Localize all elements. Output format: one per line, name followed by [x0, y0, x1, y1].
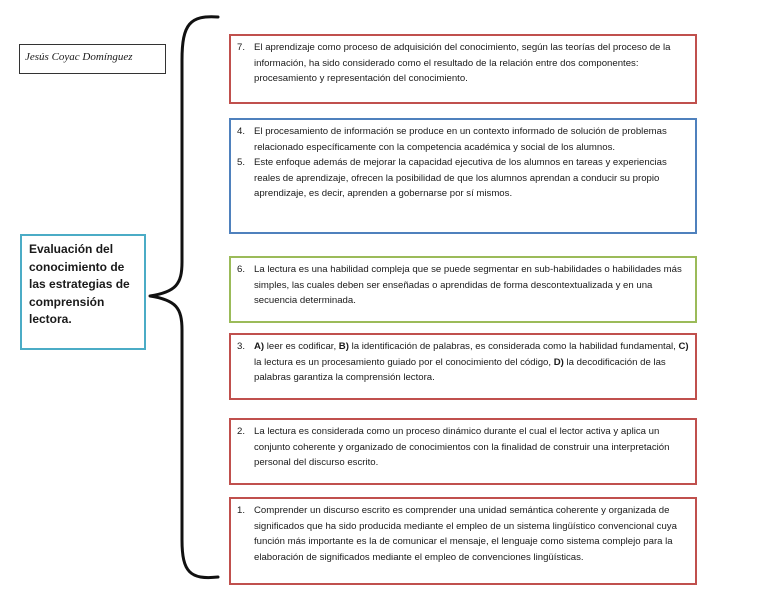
item-marker: A): [254, 341, 265, 352]
list-item: [237, 124, 689, 155]
item-number: 7.: [237, 42, 246, 53]
item-text-part: la decodificación de las palabras garantiza la comprensión lectora.: [254, 356, 666, 383]
concept-box-6: [229, 256, 697, 323]
item-text: El procesamiento de información se produce en un contexto informado de solución de problemas relacionado específicamente con la competencia académica y social de los alumnos.: [254, 126, 667, 153]
list-item: [237, 424, 689, 471]
item-number: 5.: [237, 157, 246, 168]
list-item: [237, 339, 689, 386]
author-name: Jesús Coyac Domínguez: [25, 51, 133, 63]
item-number: 4.: [237, 126, 246, 137]
item-text: Comprender un discurso escrito es comprender una unidad semántica coherente y organizada de significados que ha sido producida mediante el empleo de un sistema lingüístico convencional cuya función más importante es la de comunicar el mensaje, el lenguaje como sistema complejo para la elaboración de significados mediante el empleo de convenciones lingüísticas.: [254, 505, 677, 563]
item-number: 3.: [237, 341, 246, 352]
central-topic-box: [20, 234, 146, 350]
item-marker: C): [678, 341, 689, 352]
item-number: 2.: [237, 426, 246, 437]
item-marker: B): [338, 341, 349, 352]
list-item: [237, 503, 689, 565]
concept-box-1: [229, 497, 697, 585]
list-item: [237, 262, 689, 309]
item-text: [254, 339, 689, 386]
item-text-part: la identificación de palabras, es considerada como la habilidad fundamental,: [348, 341, 679, 352]
concept-box-2: [229, 418, 697, 485]
concept-box-7: [229, 34, 697, 104]
item-text: El aprendizaje como proceso de adquisición del conocimiento, según las teorías del proceso de la información, ha sido considerado como el resultado de la relación entre dos componentes: procesamiento y representación del conocimiento.: [254, 42, 671, 84]
author-box: [19, 44, 166, 74]
list-item: [237, 40, 689, 87]
item-text: Este enfoque además de mejorar la capacidad ejecutiva de los alumnos en tareas y experiencias reales de aprendizaje, ofrecen la posibilidad de que los alumnos aprendan a conducir su propio aprendizaje, es decir, aprenden a gobernarse por sí mismos.: [254, 157, 667, 199]
list-item: [237, 155, 689, 202]
item-text-part: la lectura es un procesamiento guiado por el conocimiento del código,: [254, 356, 554, 368]
item-text-part: leer es codificar,: [264, 341, 339, 352]
central-topic-text: Evaluación del conocimiento de las estrategias de comprensión lectora.: [29, 242, 130, 326]
concept-box-3: [229, 333, 697, 400]
item-text: La lectura es considerada como un proceso dinámico durante el cual el lector activa y aplica un conjunto coherente y organizado de conocimientos con la finalidad de construir una interpretación personal del discurso escrito.: [254, 426, 670, 468]
item-marker: D): [553, 356, 564, 368]
item-number: 1.: [237, 505, 246, 516]
item-text: La lectura es una habilidad compleja que se puede segmentar en sub-habilidades o habilidades más simples, las cuales deben ser enseñadas o aprendidas de forma descontextualizada y en una secuencia determinada.: [254, 264, 682, 306]
concept-box-4-5: [229, 118, 697, 234]
item-number: 6.: [237, 264, 246, 275]
